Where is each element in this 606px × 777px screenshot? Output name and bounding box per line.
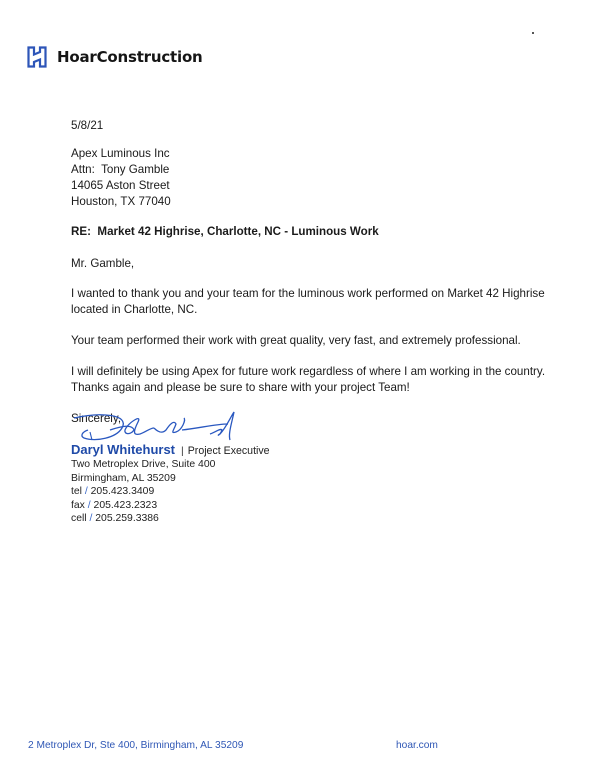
fax-label: fax xyxy=(71,499,85,511)
tel-slash: / xyxy=(84,486,88,498)
cell-label: cell xyxy=(71,513,87,525)
salutation: Mr. Gamble, xyxy=(71,257,135,270)
closing: Sincerely, xyxy=(71,412,122,425)
recipient-city: Houston, TX 77040 xyxy=(71,195,171,208)
tel-label: tel xyxy=(71,486,82,498)
recipient-attn: Attn: Tony Gamble xyxy=(71,163,170,176)
letter-body xyxy=(71,118,551,427)
signer-line xyxy=(71,443,270,458)
signer-name: Daryl Whitehurst xyxy=(71,442,176,457)
recipient-street: 14065 Aston Street xyxy=(71,179,170,192)
body-paragraph: I will definitely be using Apex for future work regardless of where I am working in the country. Thanks again and please be sure to share with your project Team! xyxy=(71,365,552,394)
signer-cell xyxy=(71,512,270,525)
handwritten-signature xyxy=(70,410,250,446)
signer-tel xyxy=(71,485,270,498)
recipient-block xyxy=(71,146,551,210)
fax-number[interactable]: 205.423.2323 xyxy=(93,499,158,511)
stray-mark xyxy=(532,32,534,34)
letter-date: 5/8/21 xyxy=(71,119,104,132)
h-logo-icon xyxy=(27,46,47,68)
body-paragraph: I wanted to thank you and your team for the luminous work performed on Market 42 Highrise located in Charlotte, NC. xyxy=(71,287,545,316)
tel-number[interactable]: 205.423.3409 xyxy=(90,486,155,498)
signer-separator: | xyxy=(181,446,184,457)
footer-address: 2 Metroplex Dr, Ste 400, Birmingham, AL 35209 xyxy=(28,740,244,751)
subject-line: RE: Market 42 Highrise, Charlotte, NC - Luminous Work xyxy=(71,225,379,238)
body-paragraph: Your team performed their work with great quality, very fast, and extremely professional. xyxy=(71,334,521,347)
signer-fax xyxy=(71,499,270,512)
signature-block xyxy=(71,443,270,525)
company-name: HoarConstruction xyxy=(57,48,203,66)
cell-slash: / xyxy=(89,513,93,525)
signer-address-2: Birmingham, AL 35209 xyxy=(71,472,176,484)
cell-number[interactable]: 205.259.3386 xyxy=(95,513,159,525)
fax-slash: / xyxy=(87,499,91,511)
signer-address-1: Two Metroplex Drive, Suite 400 xyxy=(71,459,216,471)
footer-website-link[interactable]: hoar.com xyxy=(396,740,438,751)
signer-title: Project Executive xyxy=(187,445,270,457)
recipient-company: Apex Luminous Inc xyxy=(71,147,170,160)
letterhead-logo xyxy=(27,46,203,68)
